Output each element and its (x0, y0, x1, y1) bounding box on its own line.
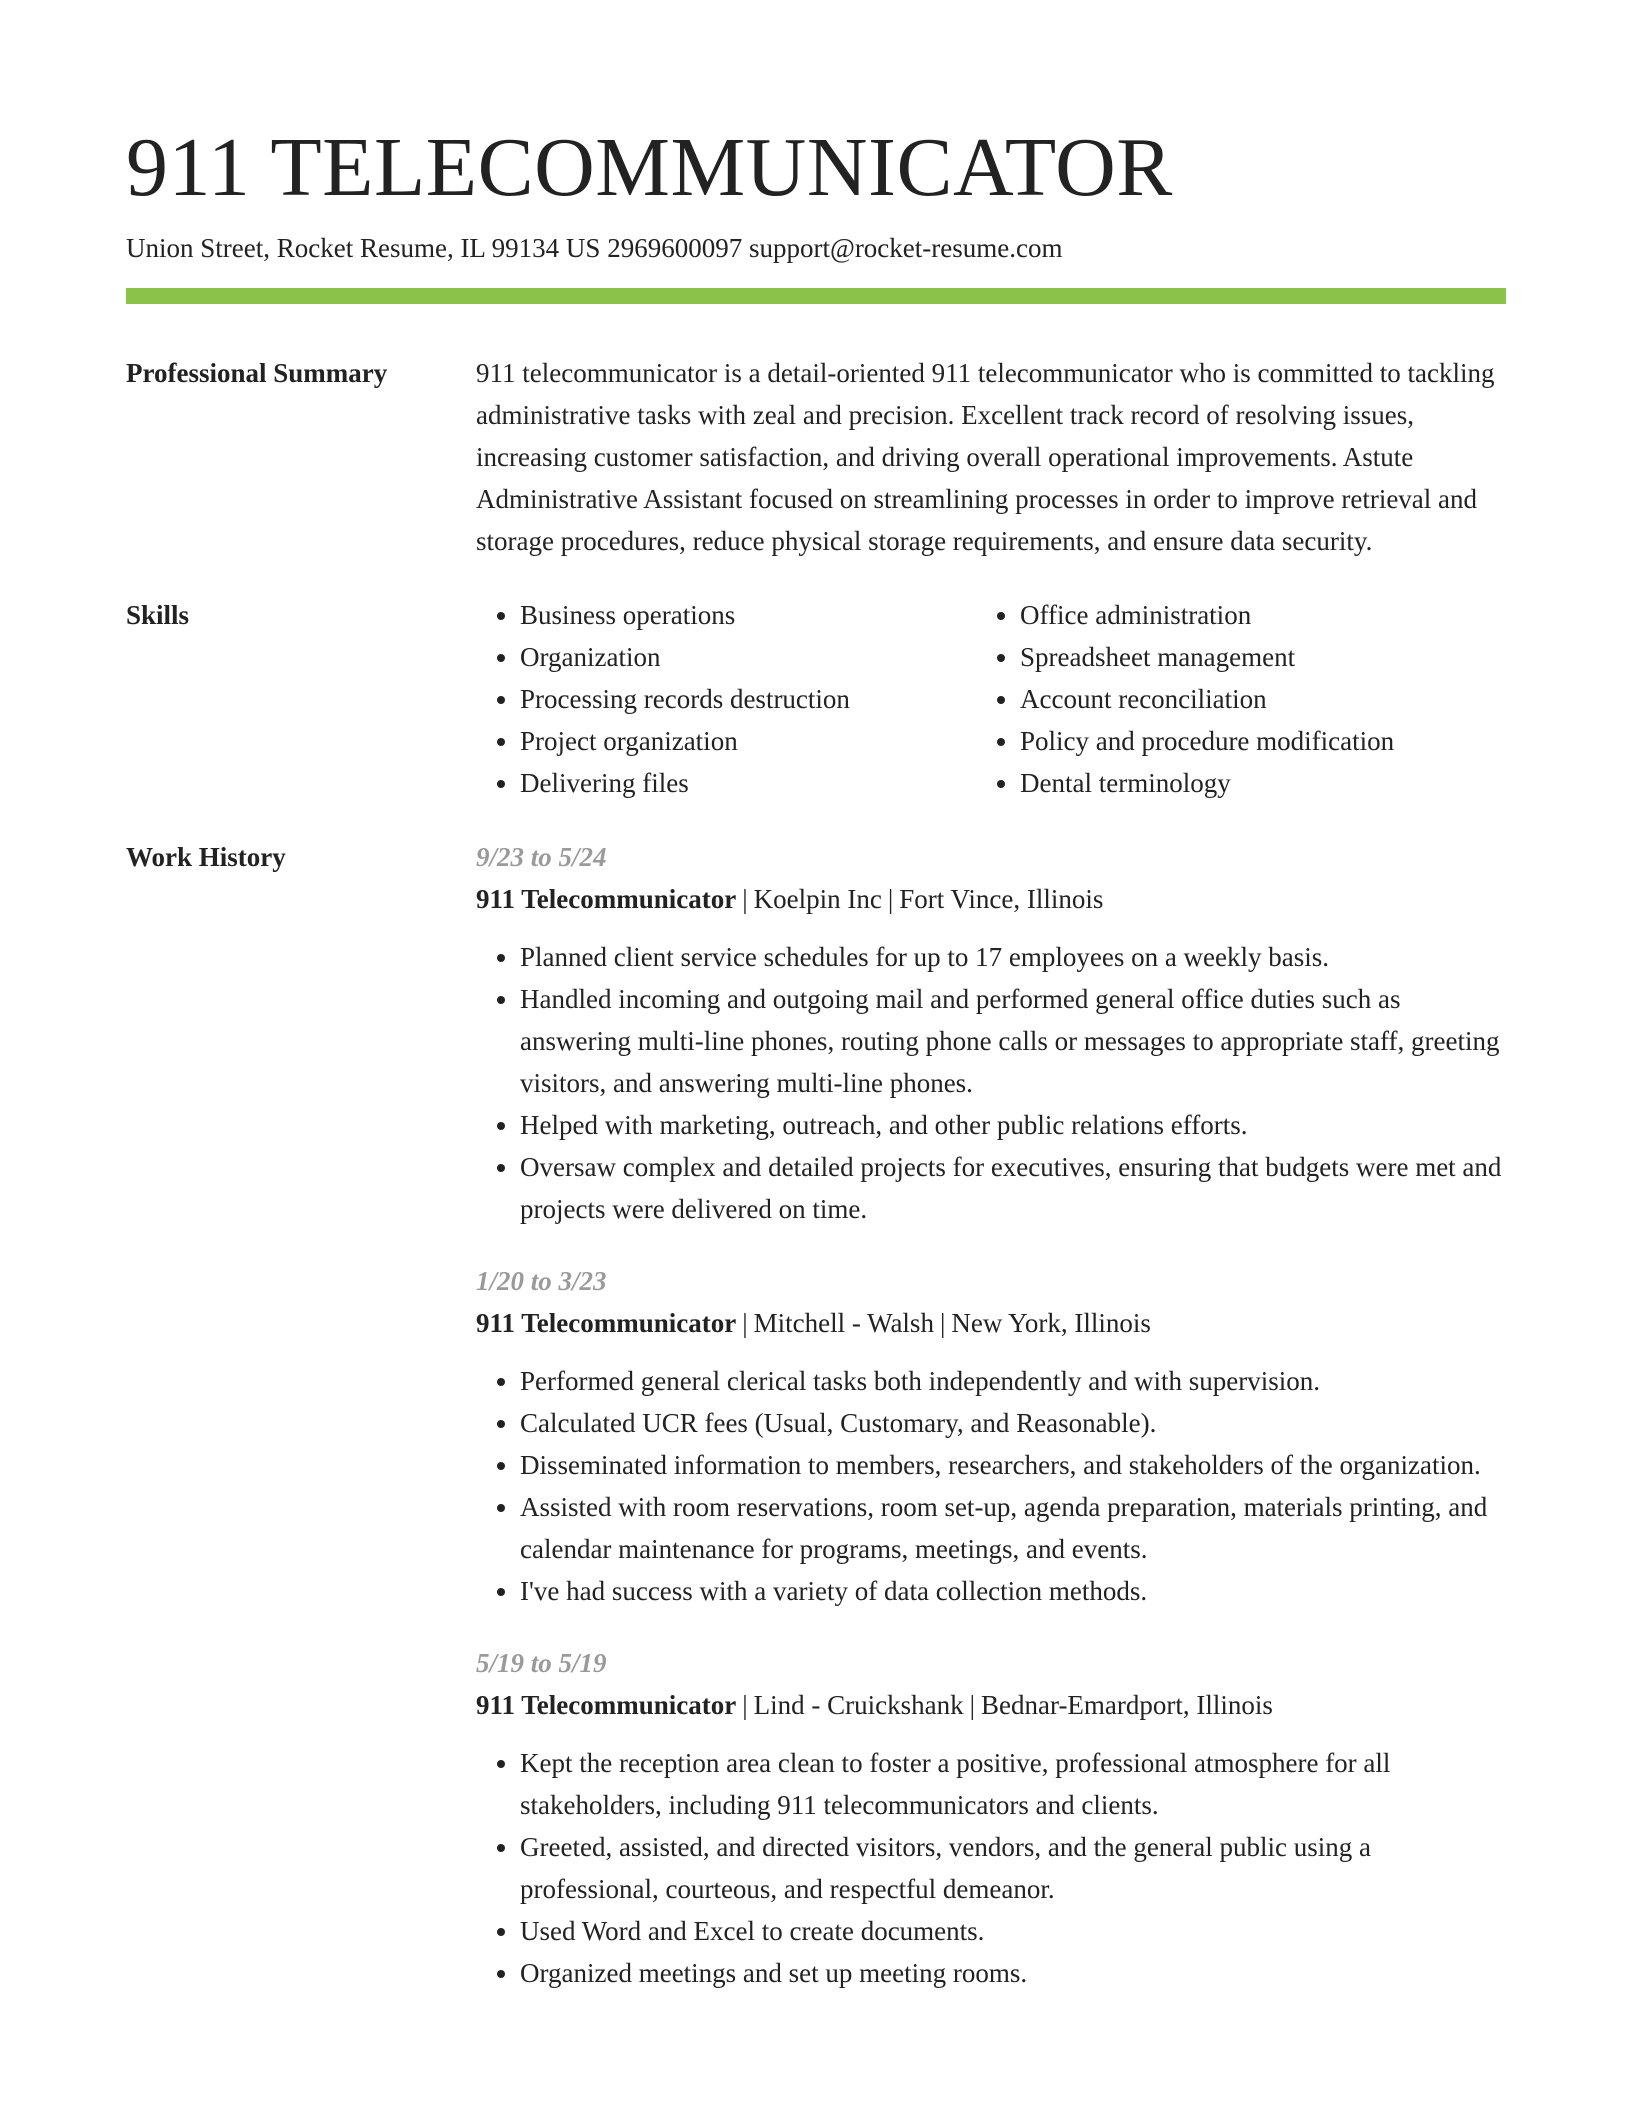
professional-summary-section (126, 352, 1506, 562)
job-bullet: • Assisted with room reservations, room set-up, agenda preparation, materials printing, and calendar maintenance for programs, meetings, and events. (520, 1486, 1506, 1570)
skill-item: • Office administration (1020, 594, 1476, 636)
contact-line (126, 230, 1506, 266)
job-bullet: • Helped with marketing, outreach, and other public relations efforts. (520, 1104, 1506, 1146)
contact-phone: 2969600097 (607, 233, 743, 263)
summary-body (476, 352, 1506, 562)
job-bullet: • Performed general clerical tasks both independently and with supervision. (520, 1360, 1506, 1402)
job-role: 911 Telecommunicator (476, 1308, 737, 1338)
skill-item: • Project organization (520, 720, 976, 762)
separator: | (742, 884, 748, 914)
job-title-line (476, 878, 1506, 920)
job-location: New York, Illinois (951, 1308, 1151, 1338)
skill-list-left (476, 594, 976, 804)
job-bullets (476, 936, 1506, 1230)
job-dates: 5/19 to 5/19 (476, 1648, 607, 1678)
skill-item: • Dental terminology (1020, 762, 1476, 804)
job-bullet: • Calculated UCR fees (Usual, Customary, and Reasonable). (520, 1402, 1506, 1444)
work-history-section (126, 836, 1506, 2024)
header-divider (126, 288, 1506, 304)
job-entry (476, 1642, 1506, 1994)
separator: | (887, 884, 894, 914)
job-dates: 9/23 to 5/24 (476, 842, 607, 872)
skill-item: • Business operations (520, 594, 976, 636)
job-bullet: • Kept the reception area clean to foster a positive, professional atmosphere for all stakeholders, including 911 telecommunicators and clients. (520, 1742, 1506, 1826)
section-label-skills: Skills (126, 600, 190, 630)
job-location: Fort Vince, Illinois (899, 884, 1104, 914)
skill-list-right (976, 594, 1476, 804)
summary-text: 911 telecommunicator is a detail-oriented 911 telecommunicator who is committed to tackling administrative tasks with zeal and precision. Excellent track record of resolving issues, increasing customer satisfaction, and driving overall operational improvements. Astute Administrative Assistant focused on streamlining processes in order to improve retrieval and storage procedures, reduce physical storage requirements, and ensure data security. (476, 358, 1495, 556)
job-dates: 1/20 to 3/23 (476, 1266, 607, 1296)
job-bullet: • Planned client service schedules for up to 17 employees on a weekly basis. (520, 936, 1506, 978)
job-bullets (476, 1360, 1506, 1612)
job-company: Koelpin Inc (753, 884, 882, 914)
job-location: Bednar-Emardport, Illinois (981, 1690, 1273, 1720)
resume-name-heading: 911 TELECOMMUNICATOR (126, 121, 1173, 214)
contact-address: Union Street, Rocket Resume, IL 99134 US (126, 233, 601, 263)
job-entry (476, 836, 1506, 1230)
separator: | (742, 1308, 748, 1338)
job-title-line (476, 1684, 1506, 1726)
skill-item: • Account reconciliation (1020, 678, 1476, 720)
job-bullet: • Oversaw complex and detailed projects for executives, ensuring that budgets were met and projects were delivered on time. (520, 1146, 1506, 1230)
section-label-work: Work History (126, 842, 286, 872)
section-label-summary: Professional Summary (126, 358, 388, 388)
skills-body (476, 594, 1506, 804)
skills-section (126, 594, 1506, 804)
job-bullet: • Disseminated information to members, researchers, and stakeholders of the organization. (520, 1444, 1506, 1486)
job-bullet: • Used Word and Excel to create documents. (520, 1910, 1506, 1952)
skill-item: • Delivering files (520, 762, 976, 804)
job-bullet: • I've had success with a variety of data collection methods. (520, 1570, 1506, 1612)
job-bullets (476, 1742, 1506, 1994)
contact-email: support@rocket-resume.com (748, 233, 1063, 263)
separator: | (742, 1690, 748, 1720)
job-entry (476, 1260, 1506, 1612)
job-role: 911 Telecommunicator (476, 884, 737, 914)
work-body (476, 836, 1506, 2024)
job-role: 911 Telecommunicator (476, 1690, 737, 1720)
skill-item: • Spreadsheet management (1020, 636, 1476, 678)
job-title-line (476, 1302, 1506, 1344)
job-company: Mitchell - Walsh (753, 1308, 934, 1338)
job-bullet: • Organized meetings and set up meeting rooms. (520, 1952, 1506, 1994)
skill-columns (476, 594, 1506, 804)
job-bullet: • Greeted, assisted, and directed visitors, vendors, and the general public using a professional, courteous, and respectful demeanor. (520, 1826, 1506, 1910)
job-company: Lind - Cruickshank (753, 1690, 964, 1720)
separator: | (939, 1308, 946, 1338)
skill-item: • Organization (520, 636, 976, 678)
skill-item: • Processing records destruction (520, 678, 976, 720)
job-bullet: • Handled incoming and outgoing mail and performed general office duties such as answering multi-line phones, routing phone calls or messages to appropriate staff, greeting visitors, and answering multi-line phones. (520, 978, 1506, 1104)
separator: | (969, 1690, 976, 1720)
skill-item: • Policy and procedure modification (1020, 720, 1476, 762)
